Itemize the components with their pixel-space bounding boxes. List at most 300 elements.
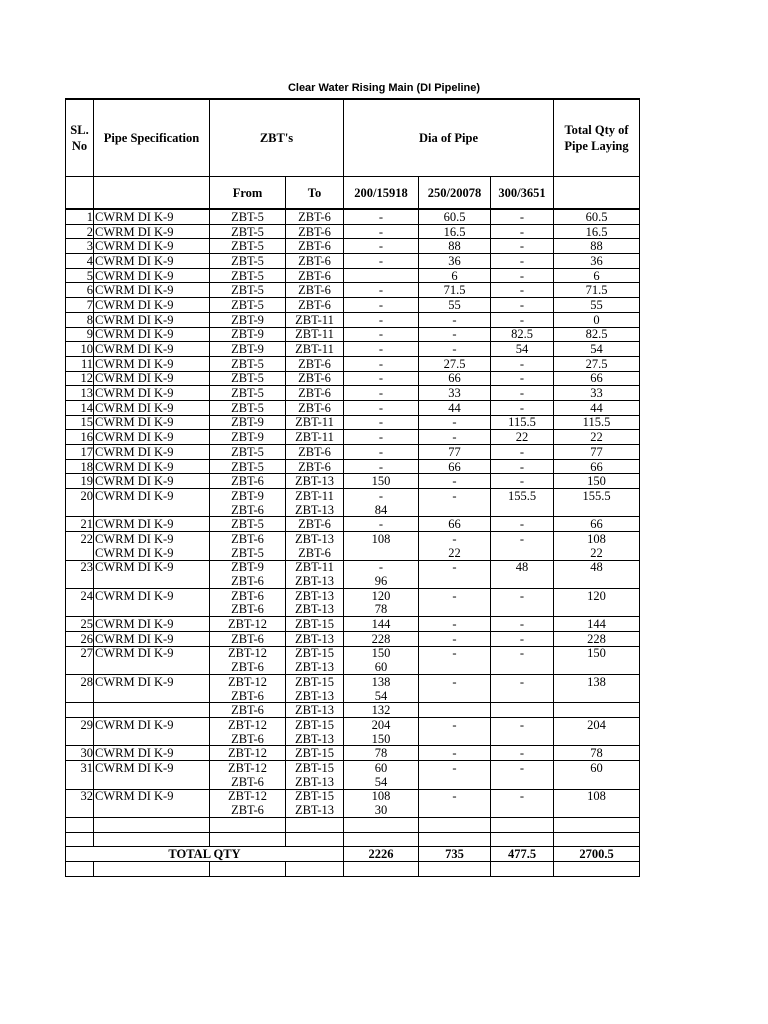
- cell-to: ZBT-13: [286, 803, 344, 817]
- cell-d300: -: [491, 371, 554, 386]
- cell-d250: 33: [419, 386, 491, 401]
- cell-d300: 22: [491, 430, 554, 445]
- blank-cell: [286, 861, 344, 876]
- cell-spec: [94, 703, 210, 718]
- cell-d200: -: [344, 283, 419, 298]
- cell-spec: CWRM DI K-9: [94, 718, 210, 732]
- cell-to: ZBT-6: [286, 400, 344, 415]
- cell-d300: -: [491, 400, 554, 415]
- cell-to: ZBT-15: [286, 675, 344, 689]
- subheader-empty-sl: [66, 177, 94, 210]
- cell-total: 77: [554, 445, 640, 460]
- subheader-empty-spec: [94, 177, 210, 210]
- cell-spec: [94, 503, 210, 517]
- cell-d300: [491, 775, 554, 789]
- table-row: [66, 718, 640, 732]
- table-row: [66, 803, 640, 817]
- blank-cell: [491, 861, 554, 876]
- cell-spec: CWRM DI K-9: [94, 283, 210, 298]
- cell-d250: 36: [419, 254, 491, 269]
- cell-sl: 25: [66, 617, 94, 632]
- cell-to: ZBT-6: [286, 459, 344, 474]
- cell-from: ZBT-6: [210, 588, 286, 602]
- table-row: [66, 371, 640, 386]
- cell-sl: 15: [66, 415, 94, 430]
- cell-total: 108: [554, 789, 640, 803]
- table-row: [66, 517, 640, 532]
- cell-sl: 3: [66, 239, 94, 254]
- table-row: [66, 588, 640, 602]
- cell-d300: [491, 574, 554, 588]
- cell-d250: [419, 775, 491, 789]
- cell-total: [554, 703, 640, 718]
- cell-d250: -: [419, 718, 491, 732]
- blank-cell: [210, 817, 286, 832]
- cell-d300: -: [491, 746, 554, 761]
- cell-total: 204: [554, 718, 640, 732]
- cell-total: 44: [554, 400, 640, 415]
- cell-to: ZBT-15: [286, 789, 344, 803]
- cell-d200: -: [344, 254, 419, 269]
- table-row: [66, 732, 640, 746]
- cell-from: ZBT-9: [210, 415, 286, 430]
- table-row: [66, 356, 640, 371]
- cell-to: ZBT-13: [286, 689, 344, 703]
- cell-spec: CWRM DI K-9: [94, 459, 210, 474]
- table-row: [66, 268, 640, 283]
- cell-total: 88: [554, 239, 640, 254]
- cell-to: ZBT-6: [286, 386, 344, 401]
- cell-d250: -: [419, 312, 491, 327]
- cell-d250: 66: [419, 517, 491, 532]
- cell-to: ZBT-11: [286, 489, 344, 503]
- cell-d200: 204: [344, 718, 419, 732]
- cell-to: ZBT-15: [286, 646, 344, 660]
- table-row: [66, 574, 640, 588]
- cell-sl: 8: [66, 312, 94, 327]
- cell-from: ZBT-5: [210, 400, 286, 415]
- cell-sl: 20: [66, 489, 94, 503]
- cell-to: ZBT-6: [286, 224, 344, 239]
- cell-d200: 138: [344, 675, 419, 689]
- table-row: [66, 675, 640, 689]
- cell-from: ZBT-6: [210, 732, 286, 746]
- cell-d300: [491, 689, 554, 703]
- cell-from: ZBT-5: [210, 445, 286, 460]
- cell-from: ZBT-6: [210, 631, 286, 646]
- cell-d200: -: [344, 356, 419, 371]
- cell-d200: 84: [344, 503, 419, 517]
- cell-sl: 26: [66, 631, 94, 646]
- cell-to: ZBT-6: [286, 298, 344, 313]
- cell-d200: 144: [344, 617, 419, 632]
- cell-to: ZBT-6: [286, 445, 344, 460]
- cell-total: 66: [554, 371, 640, 386]
- blank-cell: [66, 832, 94, 847]
- cell-d200: -: [344, 445, 419, 460]
- cell-sl: 13: [66, 386, 94, 401]
- table-row: [66, 327, 640, 342]
- cell-spec: CWRM DI K-9: [94, 789, 210, 803]
- table-row: [66, 400, 640, 415]
- cell-from: ZBT-5: [210, 283, 286, 298]
- cell-sl: 18: [66, 459, 94, 474]
- blank-cell: [94, 861, 210, 876]
- cell-d200: -: [344, 400, 419, 415]
- cell-to: ZBT-15: [286, 761, 344, 775]
- cell-from: ZBT-9: [210, 560, 286, 574]
- header-total: Total Qty of Pipe Laying: [554, 99, 640, 177]
- cell-from: ZBT-6: [210, 503, 286, 517]
- cell-d200: 132: [344, 703, 419, 718]
- cell-d200: 120: [344, 588, 419, 602]
- cell-to: ZBT-13: [286, 532, 344, 546]
- table-row: [66, 415, 640, 430]
- subheader-d250: 250/20078: [419, 177, 491, 210]
- blank-cell: [419, 817, 491, 832]
- table-row: [66, 312, 640, 327]
- subheader-d300: 300/3651: [491, 177, 554, 210]
- cell-total: [554, 689, 640, 703]
- cell-from: ZBT-6: [210, 703, 286, 718]
- cell-d200: 150: [344, 646, 419, 660]
- cell-from: ZBT-5: [210, 386, 286, 401]
- cell-to: ZBT-13: [286, 588, 344, 602]
- table-row: [66, 789, 640, 803]
- cell-spec: CWRM DI K-9: [94, 268, 210, 283]
- cell-from: ZBT-12: [210, 761, 286, 775]
- cell-to: ZBT-6: [286, 239, 344, 254]
- cell-sl: [66, 603, 94, 617]
- cell-sl: 32: [66, 789, 94, 803]
- cell-total: 22: [554, 546, 640, 560]
- table-row: [66, 298, 640, 313]
- cell-spec: [94, 603, 210, 617]
- cell-d200: 30: [344, 803, 419, 817]
- cell-total: 16.5: [554, 224, 640, 239]
- cell-d200: -: [344, 327, 419, 342]
- cell-to: ZBT-15: [286, 718, 344, 732]
- cell-spec: CWRM DI K-9: [94, 474, 210, 489]
- cell-total: 60.5: [554, 209, 640, 224]
- cell-spec: CWRM DI K-9: [94, 254, 210, 269]
- pipe-table: [65, 98, 640, 877]
- cell-from: ZBT-6: [210, 474, 286, 489]
- cell-total: 0: [554, 312, 640, 327]
- blank-cell: [554, 817, 640, 832]
- cell-total: 228: [554, 631, 640, 646]
- subheader-empty-total: [554, 177, 640, 210]
- cell-d250: 88: [419, 239, 491, 254]
- cell-d200: -: [344, 415, 419, 430]
- cell-d200: -: [344, 298, 419, 313]
- cell-to: ZBT-13: [286, 631, 344, 646]
- subheader-d200: 200/15918: [344, 177, 419, 210]
- cell-total: [554, 574, 640, 588]
- cell-d300: [491, 603, 554, 617]
- blank-cell: [94, 817, 210, 832]
- cell-spec: CWRM DI K-9: [94, 489, 210, 503]
- cell-d300: 82.5: [491, 327, 554, 342]
- table-row: [66, 761, 640, 775]
- cell-from: ZBT-12: [210, 746, 286, 761]
- table-row: [66, 617, 640, 632]
- cell-spec: [94, 775, 210, 789]
- cell-d200: -: [344, 371, 419, 386]
- cell-d200: 60: [344, 761, 419, 775]
- cell-total: 33: [554, 386, 640, 401]
- blank-cell: [554, 861, 640, 876]
- cell-d250: -: [419, 646, 491, 660]
- cell-to: ZBT-6: [286, 268, 344, 283]
- cell-d250: [419, 803, 491, 817]
- cell-sl: 16: [66, 430, 94, 445]
- cell-total: 78: [554, 746, 640, 761]
- cell-spec: CWRM DI K-9: [94, 327, 210, 342]
- cell-spec: CWRM DI K-9: [94, 356, 210, 371]
- cell-d250: [419, 689, 491, 703]
- cell-d300: -: [491, 356, 554, 371]
- cell-d250: [419, 574, 491, 588]
- table-row: [66, 689, 640, 703]
- blank-cell: [286, 817, 344, 832]
- cell-sl: [66, 703, 94, 718]
- blank-cell: [94, 832, 210, 847]
- total-d300: 477.5: [491, 847, 554, 862]
- cell-from: ZBT-5: [210, 239, 286, 254]
- cell-d250: -: [419, 675, 491, 689]
- cell-total: [554, 732, 640, 746]
- blank-cell: [66, 861, 94, 876]
- cell-spec: CWRM DI K-9: [94, 371, 210, 386]
- cell-total: 36: [554, 254, 640, 269]
- cell-to: ZBT-11: [286, 312, 344, 327]
- table-row: [66, 430, 640, 445]
- cell-sl: 14: [66, 400, 94, 415]
- cell-d300: 155.5: [491, 489, 554, 503]
- header-zbt: ZBT's: [210, 99, 344, 177]
- cell-d300: 48: [491, 560, 554, 574]
- table-row: [66, 254, 640, 269]
- table-row: [66, 445, 640, 460]
- cell-from: ZBT-9: [210, 489, 286, 503]
- cell-d300: -: [491, 298, 554, 313]
- table-row: [66, 631, 640, 646]
- cell-spec: [94, 732, 210, 746]
- table-row: [66, 459, 640, 474]
- table-row: [66, 239, 640, 254]
- cell-from: ZBT-6: [210, 689, 286, 703]
- cell-total: 71.5: [554, 283, 640, 298]
- blank-cell: [210, 832, 286, 847]
- cell-d200: 54: [344, 689, 419, 703]
- header-dia: Dia of Pipe: [344, 99, 554, 177]
- cell-d300: [491, 503, 554, 517]
- cell-d300: -: [491, 459, 554, 474]
- cell-d200: -: [344, 489, 419, 503]
- cell-spec: CWRM DI K-9: [94, 761, 210, 775]
- cell-d200: 78: [344, 603, 419, 617]
- cell-spec: CWRM DI K-9: [94, 746, 210, 761]
- blank-cell: [344, 817, 419, 832]
- table-row: [66, 532, 640, 546]
- cell-d300: [491, 546, 554, 560]
- cell-spec: CWRM DI K-9: [94, 224, 210, 239]
- cell-total: 60: [554, 761, 640, 775]
- cell-d300: -: [491, 532, 554, 546]
- blank-cell: [554, 832, 640, 847]
- cell-sl: 6: [66, 283, 94, 298]
- header-row: [66, 99, 640, 177]
- cell-d300: -: [491, 617, 554, 632]
- cell-d250: [419, 503, 491, 517]
- cell-sl: 4: [66, 254, 94, 269]
- cell-total: 54: [554, 342, 640, 357]
- cell-sl: 17: [66, 445, 94, 460]
- cell-d250: 6: [419, 268, 491, 283]
- table-row: [66, 503, 640, 517]
- cell-spec: CWRM DI K-9: [94, 342, 210, 357]
- cell-d250: -: [419, 617, 491, 632]
- table-row: [66, 775, 640, 789]
- cell-d200: 78: [344, 746, 419, 761]
- cell-from: ZBT-5: [210, 298, 286, 313]
- cell-d300: -: [491, 312, 554, 327]
- cell-sl: [66, 503, 94, 517]
- cell-d250: 66: [419, 459, 491, 474]
- cell-total: [554, 803, 640, 817]
- cell-sl: 5: [66, 268, 94, 283]
- cell-total: [554, 660, 640, 674]
- table-row: [66, 209, 640, 224]
- cell-spec: CWRM DI K-9: [94, 675, 210, 689]
- blank-cell: [419, 861, 491, 876]
- cell-d250: 27.5: [419, 356, 491, 371]
- cell-total: [554, 775, 640, 789]
- cell-sl: [66, 775, 94, 789]
- cell-spec: [94, 574, 210, 588]
- cell-spec: CWRM DI K-9: [94, 617, 210, 632]
- header-spec: Pipe Specification: [94, 99, 210, 177]
- cell-d200: 60: [344, 660, 419, 674]
- cell-total: 120: [554, 588, 640, 602]
- cell-to: ZBT-6: [286, 209, 344, 224]
- cell-spec: CWRM DI K-9: [94, 298, 210, 313]
- cell-spec: CWRM DI K-9: [94, 646, 210, 660]
- cell-to: ZBT-6: [286, 517, 344, 532]
- cell-sl: [66, 574, 94, 588]
- cell-to: ZBT-11: [286, 342, 344, 357]
- cell-d300: -: [491, 789, 554, 803]
- cell-d250: 71.5: [419, 283, 491, 298]
- cell-total: 115.5: [554, 415, 640, 430]
- cell-d300: -: [491, 474, 554, 489]
- cell-spec: CWRM DI K-9: [94, 400, 210, 415]
- cell-sl: 9: [66, 327, 94, 342]
- cell-from: ZBT-12: [210, 718, 286, 732]
- cell-sl: 1: [66, 209, 94, 224]
- cell-d300: 115.5: [491, 415, 554, 430]
- table-row: [66, 386, 640, 401]
- blank-cell: [66, 817, 94, 832]
- cell-total: 150: [554, 646, 640, 660]
- cell-sl: 12: [66, 371, 94, 386]
- blank-row: [66, 861, 640, 876]
- cell-to: ZBT-6: [286, 283, 344, 298]
- cell-d300: [491, 732, 554, 746]
- table-row: [66, 703, 640, 718]
- cell-sl: 23: [66, 560, 94, 574]
- cell-d250: -: [419, 489, 491, 503]
- cell-from: ZBT-12: [210, 617, 286, 632]
- cell-d200: 108: [344, 789, 419, 803]
- total-row: [66, 847, 640, 862]
- cell-d200: 150: [344, 732, 419, 746]
- cell-total: 66: [554, 459, 640, 474]
- cell-d300: -: [491, 761, 554, 775]
- cell-to: ZBT-13: [286, 503, 344, 517]
- cell-to: ZBT-6: [286, 356, 344, 371]
- cell-sl: [66, 689, 94, 703]
- cell-spec: CWRM DI K-9: [94, 239, 210, 254]
- cell-d250: 66: [419, 371, 491, 386]
- cell-d250: [419, 660, 491, 674]
- cell-to: ZBT-6: [286, 371, 344, 386]
- cell-sl: 11: [66, 356, 94, 371]
- cell-total: 108: [554, 532, 640, 546]
- cell-to: ZBT-13: [286, 660, 344, 674]
- cell-d200: -: [344, 224, 419, 239]
- cell-spec: CWRM DI K-9: [94, 546, 210, 560]
- cell-d300: -: [491, 675, 554, 689]
- cell-sl: 22: [66, 532, 94, 546]
- cell-total: 155.5: [554, 489, 640, 503]
- cell-d200: 228: [344, 631, 419, 646]
- cell-spec: [94, 803, 210, 817]
- table-row: [66, 283, 640, 298]
- cell-to: ZBT-11: [286, 327, 344, 342]
- table-row: [66, 489, 640, 503]
- cell-from: ZBT-5: [210, 356, 286, 371]
- cell-spec: CWRM DI K-9: [94, 532, 210, 546]
- cell-total: [554, 503, 640, 517]
- blank-cell: [210, 861, 286, 876]
- table-row: [66, 646, 640, 660]
- cell-to: ZBT-13: [286, 603, 344, 617]
- cell-total: 48: [554, 560, 640, 574]
- cell-from: ZBT-9: [210, 327, 286, 342]
- cell-from: ZBT-12: [210, 789, 286, 803]
- cell-from: ZBT-9: [210, 342, 286, 357]
- cell-sl: 7: [66, 298, 94, 313]
- cell-d250: -: [419, 415, 491, 430]
- cell-from: ZBT-6: [210, 803, 286, 817]
- cell-d300: -: [491, 209, 554, 224]
- table-row: [66, 660, 640, 674]
- cell-sl: 29: [66, 718, 94, 732]
- cell-from: ZBT-5: [210, 254, 286, 269]
- cell-to: ZBT-13: [286, 775, 344, 789]
- cell-d300: -: [491, 283, 554, 298]
- cell-d200: -: [344, 239, 419, 254]
- cell-d250: -: [419, 560, 491, 574]
- cell-d200: [344, 546, 419, 560]
- cell-spec: [94, 660, 210, 674]
- cell-sl: 27: [66, 646, 94, 660]
- cell-to: ZBT-11: [286, 560, 344, 574]
- cell-d250: 22: [419, 546, 491, 560]
- cell-d200: 54: [344, 775, 419, 789]
